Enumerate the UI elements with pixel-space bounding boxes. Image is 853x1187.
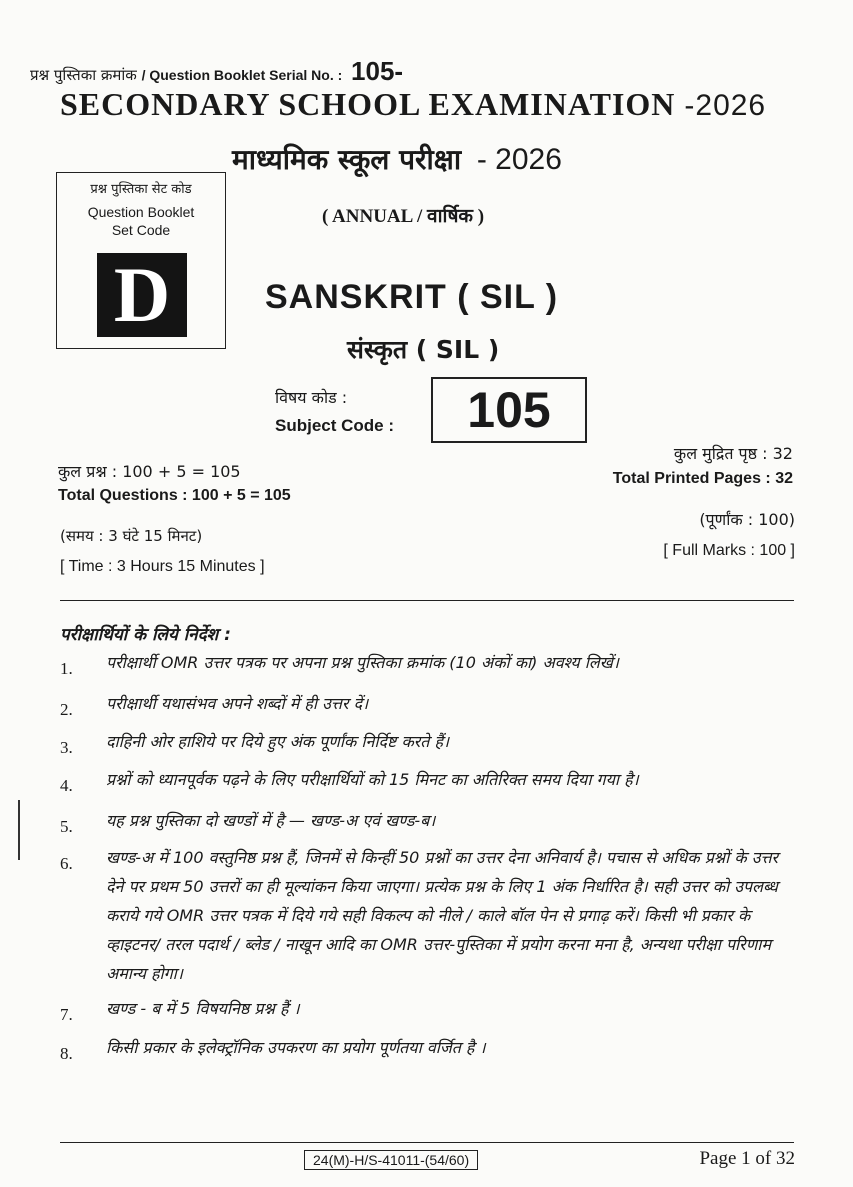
instruction-text: परीक्षार्थी OMR उत्तर पत्रक पर अपना प्रश्न पुस्तिका क्रमांक (10 अंकों का) अवश्य लिखें। [106,653,619,672]
instruction-number: 5. [60,817,73,836]
total-questions-english: Total Questions : 100 + 5 = 105 [58,487,291,504]
instruction-number: 8. [60,1044,73,1063]
instruction-text: परीक्षार्थी यथासंभव अपने शब्दों में ही उत्तर दें। [106,694,369,713]
instruction-number: 6. [60,854,73,873]
exam-year-hindi: - 2026 [476,143,562,176]
instruction-number: 1. [60,659,73,678]
set-code-box [56,172,226,349]
set-code-letter: D [97,253,187,337]
subject-code-box: 105 [431,377,587,443]
annual-label: ( ANNUAL / वार्षिक ) [322,206,485,227]
divider-top [60,600,794,601]
set-code-label-line-1: Question Booklet [87,204,195,220]
instruction-item [60,765,800,800]
instruction-item [60,689,800,724]
footer-code: 24(M)-H/S-41011-(54/60) [304,1150,478,1170]
instruction-number: 7. [60,1005,73,1024]
page-number: Page 1 of 32 [699,1148,795,1169]
instruction-text: खण्ड-अ में 100 वस्तुनिष्ठ प्रश्न हैं, जिनमें से किन्हीं 50 प्रश्नों का उत्तर देना अनिवार्य है। पचास से अधिक प्रश्नों के उत्तर देने पर प्रथम 50 उत्तरों का ही मूल्यांकन किया जाएगा। प्रत्येक प्रश्न के लिए 1 अंक निर्धारित है। सही उत्तर को उपलब्ध कराये गये OMR उत्तर पत्रक में दिये गये सही विकल्प को नीले / काले बॉल पेन से प्रगाढ़ करें। किसी भी प्रकार के व्हाइटनर/ तरल पदार्थ / ब्लेड / नाखून आदि का OMR उत्तर-पुस्तिका में प्रयोग करना मना है, अन्यथा परीक्षा परिणाम अमान्य होगा। [106,848,779,983]
instruction-item [60,1033,800,1068]
subject-name-english: SANSKRIT ( SIL ) [265,278,559,316]
total-pages-english: Total Printed Pages : 32 [612,470,793,487]
instruction-text: दाहिनी ओर हाशिये पर दिये हुए अंक पूर्णांक निर्दिष्ट करते हैं। [106,732,450,751]
instruction-text: किसी प्रकार के इलेक्ट्रॉनिक उपकरण का प्रयोग पूर्णतया वर्जित है । [106,1038,486,1057]
instruction-item [60,994,800,1029]
serial-label-english: / Question Booklet Serial No. : [141,67,343,83]
time-hindi: (समय : 3 घंटे 15 मिनट) [60,527,203,545]
set-code-label-line-2: Set Code [111,222,171,238]
total-pages-hindi: कुल मुद्रित पृष्ठ : 32 [673,444,793,463]
instruction-item [60,806,800,841]
serial-number: 105- [351,56,404,86]
time-english: [ Time : 3 Hours 15 Minutes ] [60,558,265,575]
set-code-label-english [57,203,225,239]
full-marks-english: [ Full Marks : 100 ] [663,542,795,559]
instruction-item [60,648,800,683]
full-marks-hindi: (पूर्णांक : 100) [699,510,795,529]
serial-label-hindi: प्रश्न पुस्तिका क्रमांक [30,66,137,84]
instruction-number: 3. [60,738,73,757]
exam-title-hindi-text: माध्यमिक स्कूल परीक्षा [232,143,462,176]
instructions-list [60,648,800,1068]
instructions-title: परीक्षार्थियों के लिये निर्देश : [60,625,231,645]
instruction-item [60,727,800,762]
instruction-text: खण्ड - ब में 5 विषयनिष्ठ प्रश्न हैं । [106,999,300,1018]
subject-code-label-hindi: विषय कोड : [275,388,348,407]
exam-title-hindi [232,140,562,178]
instruction-number: 2. [60,700,73,719]
exam-title-english-text: SECONDARY SCHOOL EXAMINATION [60,86,676,122]
subject-name-hindi: संस्कृत ( SIL ) [347,335,500,364]
set-code-label-hindi: प्रश्न पुस्तिका सेट कोड [90,182,192,197]
exam-year-english: -2026 [684,89,767,122]
subject-code-label-english: Subject Code : [275,416,395,435]
instruction-text: यह प्रश्न पुस्तिका दो खण्डों में है — खण्ड-अ एवं खण्ड-ब। [106,811,436,830]
instruction-number: 4. [60,776,73,795]
total-questions-hindi: कुल प्रश्न : 100 + 5 = 105 [58,462,241,481]
exam-title-english [60,86,766,123]
margin-mark [18,800,20,860]
instruction-item [60,843,800,988]
divider-bottom [60,1142,794,1143]
instruction-text: प्रश्नों को ध्यानपूर्वक पढ़ने के लिए परीक्षार्थियों को 15 मिनट का अतिरिक्त समय दिया गया है। [106,770,639,789]
serial-number-line [30,56,403,87]
